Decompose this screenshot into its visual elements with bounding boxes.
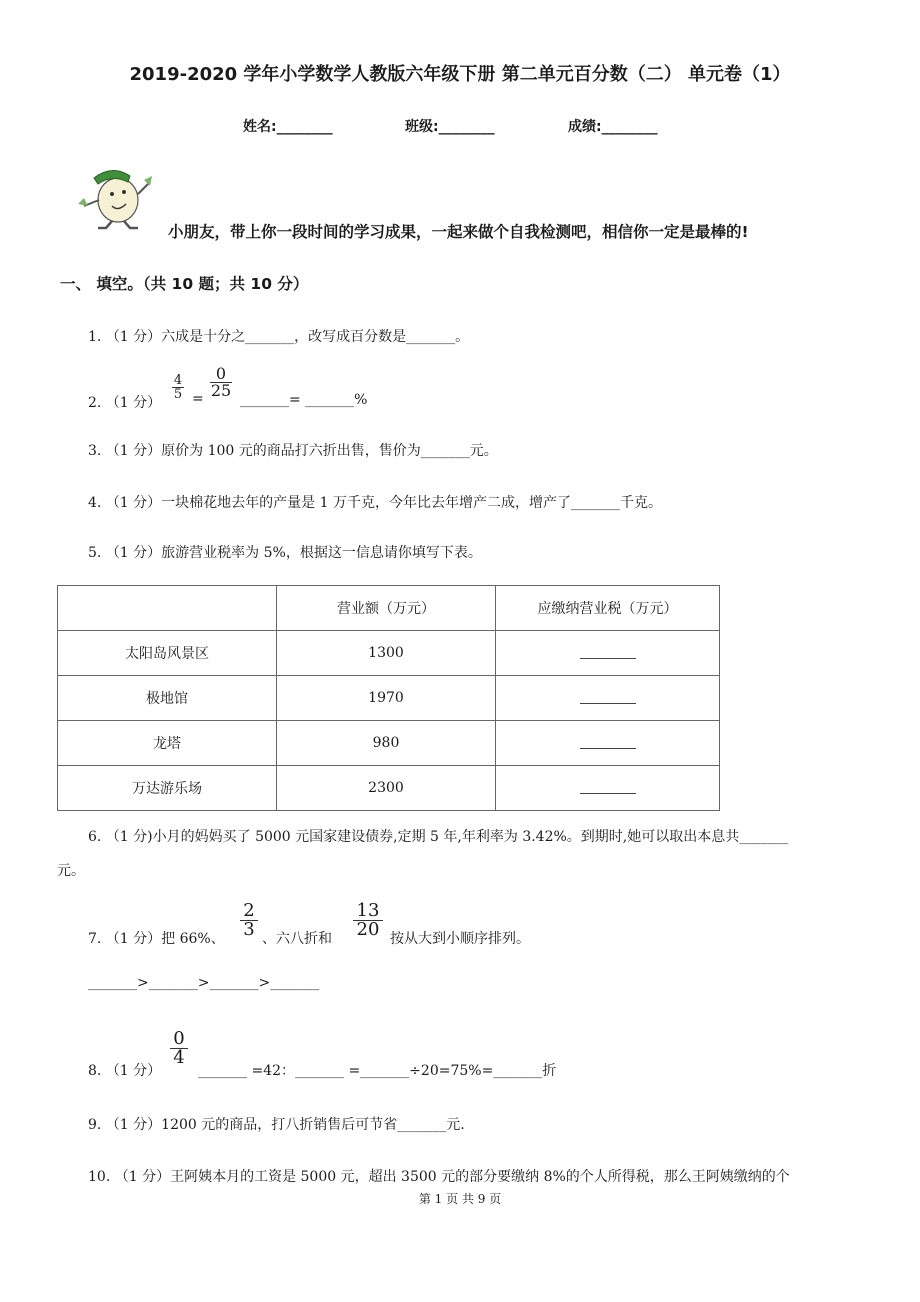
row-tax-blank[interactable] xyxy=(496,766,720,811)
fraction-numerator: 0 xyxy=(210,366,232,383)
table-header-cell: 应缴纳营业税（万元） xyxy=(496,586,720,631)
fraction-numerator: 2 xyxy=(240,902,258,921)
question-8-blanks[interactable]: _______ =42：_______ =_______÷20=75%=_______折 xyxy=(198,1063,557,1079)
question-8-fraction xyxy=(170,1030,188,1068)
fraction-numerator: 13 xyxy=(353,902,383,921)
row-name: 太阳岛风景区 xyxy=(58,631,277,676)
fraction-numerator: 4 xyxy=(173,373,183,388)
table-header-cell xyxy=(58,586,277,631)
class-field-label: 班级:________ xyxy=(405,119,495,135)
question-2-fraction-1 xyxy=(172,374,184,402)
table-row xyxy=(58,766,720,811)
row-name: 万达游乐场 xyxy=(58,766,277,811)
fraction-denominator: 4 xyxy=(173,1047,185,1068)
fraction-denominator: 5 xyxy=(173,387,183,402)
table-row xyxy=(58,631,720,676)
question-7-fraction-2 xyxy=(353,902,383,940)
fraction-numerator: 0 xyxy=(170,1030,188,1049)
question-2-prefix: 2. （1 分） xyxy=(88,395,162,411)
mascot-illustration xyxy=(72,166,154,230)
question-4: 4. （1 分）一块棉花地去年的产量是 1 万千克，今年比去年增产二成，增产了_______千克。 xyxy=(88,495,662,511)
row-amount: 1300 xyxy=(277,631,496,676)
table-header-cell: 营业额（万元） xyxy=(277,586,496,631)
row-amount: 1970 xyxy=(277,676,496,721)
table-row xyxy=(58,676,720,721)
page-footer: 第 1 页 共 9 页 xyxy=(418,1192,502,1206)
row-name: 极地馆 xyxy=(58,676,277,721)
name-field-label: 姓名:________ xyxy=(243,119,333,135)
question-2-fraction-2 xyxy=(210,366,232,400)
section-heading: 一、 填空。（共 10 题；共 10 分） xyxy=(60,275,309,293)
question-10: 10. （1 分）王阿姨本月的工资是 5000 元，超出 3500 元的部分要缴纳 8%的个人所得税，那么王阿姨缴纳的个 xyxy=(88,1169,790,1185)
question-5: 5. （1 分）旅游营业税率为 5%，根据这一信息请你填写下表。 xyxy=(88,545,482,561)
greeting-text: 小朋友，带上你一段时间的学习成果，一起来做个自我检测吧，相信你一定是最棒的! xyxy=(168,223,749,241)
question-7-fraction-1 xyxy=(240,902,258,940)
score-field-label: 成绩:________ xyxy=(568,119,658,135)
row-name: 龙塔 xyxy=(58,721,277,766)
fraction-denominator: 3 xyxy=(243,919,255,940)
row-tax-blank[interactable] xyxy=(496,676,720,721)
question-9: 9. （1 分）1200 元的商品，打八折销售后可节省_______元. xyxy=(88,1117,465,1133)
question-6-line-1: 6. （1 分)小月的妈妈买了 5000 元国家建设债券,定期 5 年,年利率为 3.42%。到期时,她可以取出本息共_______ xyxy=(88,829,789,845)
tax-table xyxy=(57,585,720,811)
question-7-prefix: 7. （1 分）把 66%、 xyxy=(88,931,225,947)
question-7-suffix: 按从大到小顺序排列。 xyxy=(390,931,530,947)
page-title: 2019-2020 学年小学数学人教版六年级下册 第二单元百分数（二） 单元卷（1） xyxy=(129,64,791,85)
question-8-prefix: 8. （1 分） xyxy=(88,1063,162,1079)
question-1: 1. （1 分）六成是十分之_______，改写成百分数是_______。 xyxy=(88,329,470,345)
table-row xyxy=(58,721,720,766)
table-header-row xyxy=(58,586,720,631)
row-amount: 980 xyxy=(277,721,496,766)
fraction-denominator: 20 xyxy=(356,919,380,940)
question-7-answer-blanks[interactable]: _______>_______>_______>_______ xyxy=(88,975,320,991)
question-6-line-2: 元。 xyxy=(57,863,85,879)
question-7-middle: 、六八折和 xyxy=(262,931,332,947)
fraction-denominator: 25 xyxy=(210,381,232,400)
question-3: 3. （1 分）原价为 100 元的商品打六折出售，售价为_______元。 xyxy=(88,443,498,459)
row-amount: 2300 xyxy=(277,766,496,811)
row-tax-blank[interactable] xyxy=(496,631,720,676)
question-2-equals: = xyxy=(192,391,204,407)
row-tax-blank[interactable] xyxy=(496,721,720,766)
question-2-blanks[interactable]: _______= _______% xyxy=(240,392,368,408)
